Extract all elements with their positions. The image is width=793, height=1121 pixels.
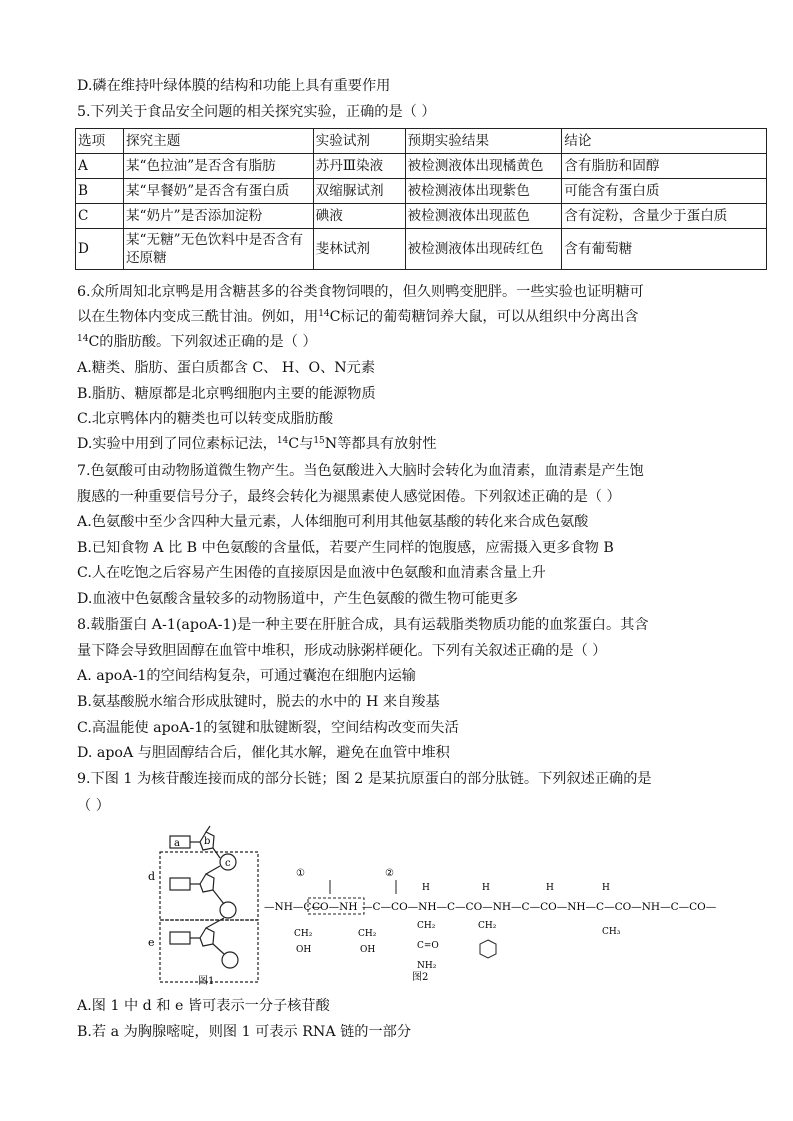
- table-cell: 某“色拉油”是否含有脂肪: [123, 154, 313, 179]
- q8-stem-line1: 8.载脂蛋白 A-1(apoA-1)是一种主要在肝脏合成，具有运载脂类物质功能的血浆蛋白。其含: [77, 617, 649, 633]
- table-row: [76, 154, 767, 179]
- q7-option-a: A.色氨酸中至少含四种大量元素，人体细胞可利用其他氨基酸的转化来合成色氨酸: [77, 514, 589, 530]
- label-b: b: [204, 836, 211, 847]
- q4-option-d: D.磷在维持叶绿体膜的结构和功能上具有重要作用: [77, 78, 391, 94]
- h-label: H: [482, 883, 490, 893]
- h-label: H: [602, 883, 610, 893]
- q8-stem-line2: 量下降会导致胆固醇在血管中堆积，形成动脉粥样硬化。下列有关叙述正确的是（ ）: [77, 643, 607, 659]
- table-cell: 被检测液体出现蓝色: [405, 204, 562, 229]
- svg-text:C=O: C=O: [417, 941, 439, 951]
- q7-option-c: C.人在吃饱之后容易产生困倦的直接原因是血液中色氨酸和血清素含量上升: [77, 565, 546, 581]
- table-row: [76, 179, 767, 204]
- table-row: [76, 204, 767, 229]
- q6-option-a: A.糖类、脂肪、蛋白质都含 C、 H、O、N元素: [77, 360, 376, 376]
- table-cell: 含有脂肪和固醇: [562, 154, 767, 179]
- table-cell: 斐林试剂: [313, 229, 405, 270]
- header-reagent: 实验试剂: [313, 129, 405, 154]
- table-cell: 被检测液体出现橘黄色: [405, 154, 562, 179]
- svg-text:NH₂: NH₂: [417, 961, 437, 971]
- side-chain-a: CH₂: [294, 929, 313, 939]
- q6-option-d: D.实验中用到了同位素标记法，$^{14}$C与$^{15}$N等都具有放射性: [77, 436, 437, 452]
- circle-2-label: ②: [385, 868, 394, 879]
- svg-text:OH: OH: [296, 945, 312, 955]
- q5-table: [75, 128, 767, 270]
- benzene-ring: [480, 940, 496, 958]
- q6-stem-line2: 以在生物体内变成三酰甘油。例如，用$^{14}$C标记的葡萄糖饲养大鼠，可以从组织中分离出含: [77, 309, 639, 325]
- phosphate-circle: [222, 952, 238, 968]
- table-cell: C: [76, 204, 124, 229]
- q9-stem-line2: （ ）: [77, 798, 110, 814]
- table-row: [76, 229, 767, 270]
- label-e: e: [148, 936, 155, 949]
- q6-stem-line3: $^{14}$C的脂肪酸。下列叙述正确的是（ ）: [77, 334, 317, 350]
- header-conclusion: 结论: [562, 129, 767, 154]
- table-cell: 某“奶片”是否添加淀粉: [123, 204, 313, 229]
- header-topic: 探究主题: [123, 129, 313, 154]
- table-cell: 某“无糖”无色饮料中是否含有还原糖: [123, 229, 313, 270]
- base-a-box: [170, 836, 190, 848]
- table-cell: A: [76, 154, 124, 179]
- circle-1-label: ①: [296, 868, 305, 879]
- q8-option-d: D. apoA 与胆固醇结合后，催化其水解，避免在血管中堆积: [77, 745, 450, 761]
- q9-option-a: A.图 1 中 d 和 e 皆可表示一分子核苷酸: [77, 998, 330, 1014]
- h-label: H: [546, 883, 554, 893]
- q8-option-b: B.氨基酸脱水缩合形成肽键时，脱去的水中的 H 来自羧基: [77, 694, 440, 710]
- dashed-box-d: [160, 852, 258, 920]
- figure-1-caption: 图1: [198, 976, 215, 987]
- label-a: a: [174, 838, 180, 849]
- side-chain-d: CH₂: [478, 921, 497, 931]
- table-header-row: [76, 129, 767, 154]
- q6-option-b: B.脂肪、糖原都是北京鸭细胞内主要的能源物质: [77, 386, 376, 402]
- table-cell: 双缩脲试剂: [313, 179, 405, 204]
- q7-stem-line1: 7.色氨酸可由动物肠道微生物产生。当色氨酸进入大脑时会转化为血清素，血清素是产生饱: [77, 463, 644, 479]
- table-cell: 某“早餐奶”是否含有蛋白质: [123, 179, 313, 204]
- side-chain-e: CH₃: [602, 927, 621, 937]
- side-chain-b: CH₂: [358, 929, 377, 939]
- svg-text:OH: OH: [360, 945, 376, 955]
- h-label: H: [422, 883, 430, 893]
- q7-option-b: B.已知食物 A 比 B 中色氨酸的含量低，若要产生同样的饱腹感，应需摄入更多食物 B: [77, 540, 614, 556]
- q8-option-c: C.高温能使 apoA-1的氢键和肽键断裂，空间结构改变而失活: [77, 720, 459, 736]
- table-cell: 被检测液体出现砖红色: [405, 229, 562, 270]
- q6-stem-line1: 6.众所周知北京鸭是用含糖甚多的谷类食物饲喂的，但久则鸭变肥胖。一些实验也证明糖可: [77, 284, 644, 300]
- label-d: d: [148, 870, 156, 883]
- table-cell: D: [76, 229, 124, 270]
- figure-2-caption: 图2: [412, 972, 429, 983]
- header-result: 预期实验结果: [405, 129, 562, 154]
- q5-stem: 5.下列关于食品安全问题的相关探究实验，正确的是（ ）: [77, 104, 436, 120]
- q6-option-c: C.北京鸭体内的糖类也可以转变成脂肪酸: [77, 411, 334, 427]
- backbone-part-2: CO—NH: [312, 901, 358, 913]
- q7-option-d: D.血液中色氨酸含量较多的动物肠道中，产生色氨酸的微生物可能更多: [77, 591, 519, 607]
- backbone-part-1: —NH—C—: [264, 901, 322, 913]
- header-option: 选项: [76, 129, 124, 154]
- figure-2-peptide-chain: [262, 864, 717, 983]
- q9-stem-line1: 9.下图 1 为核苷酸连接而成的部分长链；图 2 是某抗原蛋白的部分肽链。下列叙述正确的是: [77, 771, 652, 787]
- table-cell: 含有葡萄糖: [562, 229, 767, 270]
- table-cell: B: [76, 179, 124, 204]
- table-cell: 碘液: [313, 204, 405, 229]
- q9-option-b: B.若 a 为胸腺嘧啶，则图 1 可表示 RNA 链的一部分: [77, 1024, 412, 1040]
- label-c: c: [225, 858, 231, 869]
- phosphate-circle: [220, 902, 236, 918]
- backbone-part-3: —C—CO—NH—C—CO—NH—C—CO—NH—C—CO—NH—C—CO—: [362, 901, 717, 913]
- table-cell: 含有淀粉，含量少于蛋白质: [562, 204, 767, 229]
- q8-option-a: A. apoA-1的空间结构复杂，可通过囊泡在细胞内运输: [77, 668, 416, 684]
- table-cell: 可能含有蛋白质: [562, 179, 767, 204]
- table-cell: 被检测液体出现紫色: [405, 179, 562, 204]
- q7-stem-line2: 腹感的一种重要信号分子，最终会转化为褪黑素使人感觉困倦。下列叙述正确的是（ ）: [77, 489, 621, 505]
- table-cell: 苏丹Ⅲ染液: [313, 154, 405, 179]
- side-chain-c: CH₂: [417, 921, 436, 931]
- figure-1-nucleotide-chain: [140, 822, 260, 990]
